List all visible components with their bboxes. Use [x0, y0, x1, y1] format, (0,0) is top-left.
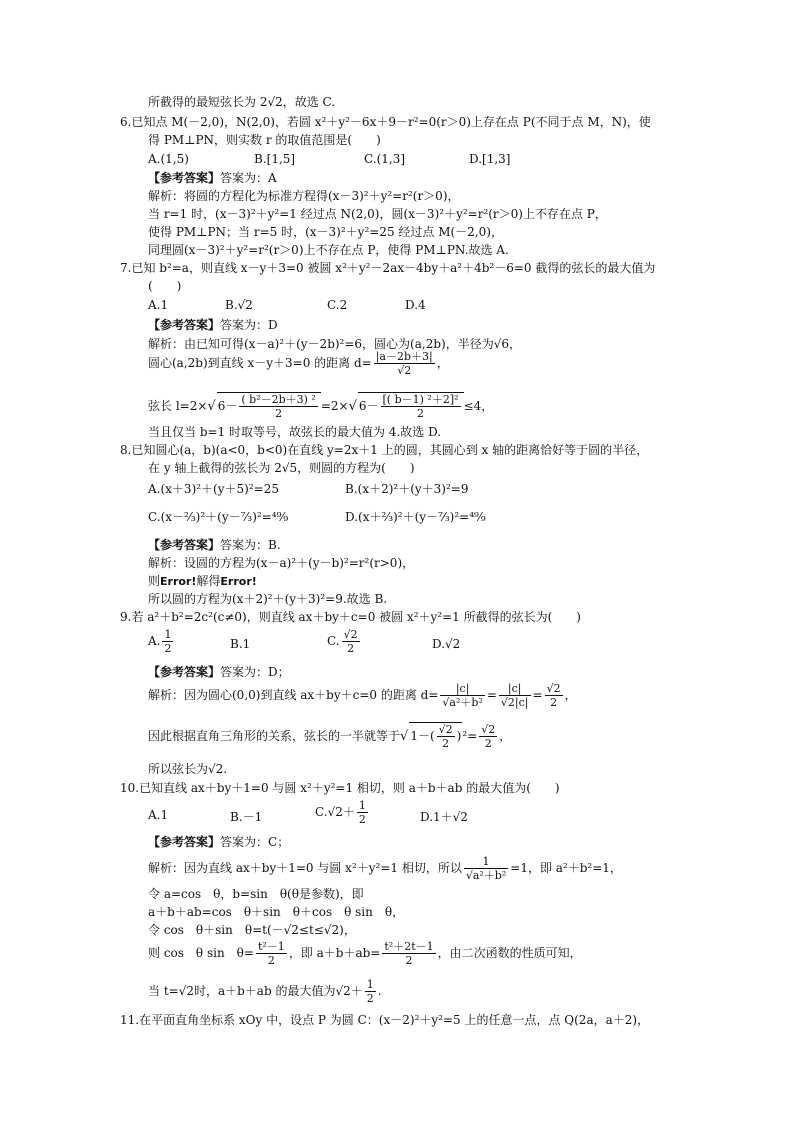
answer-text: 答案为：C； — [220, 835, 290, 849]
answer-tag: 【参考答案】 — [148, 665, 221, 679]
numerator: ( b²－2b＋3) ² — [241, 393, 316, 406]
radicand — [217, 392, 321, 420]
sqrt-sign: √ — [400, 729, 409, 744]
solution-line — [148, 574, 257, 589]
option-a: A.1 — [148, 808, 169, 822]
answer-line — [148, 318, 278, 332]
numerator: t²＋2t－1 — [384, 940, 434, 953]
denominator: √a²＋b² — [442, 696, 483, 709]
denominator: √a²＋b² — [465, 869, 507, 882]
text: 6－ — [358, 399, 379, 413]
text: 因此根据直角三角形的关系，弦长的一半就等于 — [148, 729, 401, 743]
numerator: t²－1 — [257, 940, 285, 953]
radicand: 1－( $\frac{√2}{2}$ ) — [410, 723, 462, 750]
denominator: 2 — [366, 992, 374, 1005]
text: 解析：因为直线 ax＋by＋1=0 与圆 x²＋y²=1 相切，所以 — [148, 861, 462, 875]
text: 圆心(a,2b)到直线 x－y＋3=0 的距离 d= — [148, 356, 372, 370]
solution-line: 使得 PM⊥PN；当 r=5 时，(x－3)²＋y²=25 经过点 M(－2,0)， — [148, 225, 503, 239]
numerator: 1 — [366, 978, 374, 991]
numerator: 1 — [164, 628, 172, 641]
text: 1－ — [410, 729, 430, 743]
option-b: B.(x＋2)²＋(y＋3)²=9 — [345, 482, 469, 496]
answer-line — [148, 538, 281, 552]
solution-line: 令 cos θ＋sin θ=t(－√2≤t≤√2)， — [148, 923, 356, 937]
answer-line — [148, 171, 277, 185]
question-6-stem: 6.已知点 M(－2,0)，N(2,0)，若圆 x²＋y²－6x＋9－r²=0(r＞0)上存在点 P(不同于点 M，N)，使 — [120, 115, 651, 129]
numerator: 1 — [464, 855, 508, 869]
fraction — [381, 393, 461, 420]
option-b: B.－1 — [230, 810, 263, 824]
answer-text: 答案为：A — [220, 171, 277, 185]
denominator: 2 — [442, 737, 450, 750]
numerator: |c| — [499, 682, 531, 696]
denominator: 2 — [275, 407, 283, 420]
text: =1，即 a²＋b²=1， — [510, 861, 622, 875]
option-a: A.(x＋3)²＋(y＋5)²=25 — [148, 482, 279, 496]
fraction — [374, 350, 435, 377]
question-9-stem: 9.若 a²＋b²=2c²(c≠0)，则直线 ax＋by＋c=0 被圆 x²＋y²=1 所截得的弦长为( ) — [120, 610, 581, 624]
fraction — [479, 723, 497, 750]
answer-tag: 【参考答案】 — [148, 171, 221, 185]
solution-line-chord — [148, 392, 493, 420]
text: C.√2＋ — [315, 805, 355, 819]
sqrt-sign: √ — [348, 399, 357, 414]
answer-line — [148, 665, 290, 679]
option-a — [148, 628, 175, 655]
option-d: D.1＋√2 — [420, 810, 468, 824]
text: . — [377, 984, 382, 998]
solution-line: 解析：将圆的方程化为标准方程得(x－3)²＋y²=r²(r＞0)， — [148, 189, 460, 203]
text: ，即 a＋b＋ab= — [288, 946, 381, 960]
option-d: D.[1,3] — [469, 152, 511, 166]
text: A. — [148, 634, 161, 648]
fraction — [382, 940, 435, 967]
answer-text: 答案为：D — [220, 318, 278, 332]
solution-line-product — [148, 940, 582, 967]
option-b: B.[1,5] — [254, 152, 296, 166]
text: C. — [327, 634, 340, 648]
denominator: 2 — [417, 407, 425, 420]
text: ²= — [462, 729, 478, 743]
radicand — [358, 392, 464, 420]
solution-line: 令 a=cos θ，b=sin θ(θ是参数)，即 — [148, 887, 364, 901]
denominator: 2 — [405, 954, 413, 967]
text: =2× — [320, 399, 349, 413]
text: 解得 — [196, 574, 221, 588]
answer-line — [148, 835, 289, 849]
option-c — [327, 628, 362, 655]
text: = — [486, 688, 497, 702]
denominator: 2 — [347, 642, 355, 655]
fraction — [162, 628, 173, 655]
option-d: D.√2 — [432, 637, 461, 651]
fraction — [437, 723, 455, 750]
numerator: [( b－1) ²＋2]² — [382, 393, 459, 406]
numerator: 1 — [358, 799, 366, 812]
option-d: D.4 — [405, 298, 426, 312]
answer-tag: 【参考答案】 — [148, 318, 221, 332]
numerator: |a－2b＋3| — [375, 350, 433, 363]
text: 弦长 l=2× — [148, 399, 208, 413]
denominator: 2 — [267, 954, 275, 967]
question-7-stem: 7.已知 b²=a，则直线 x－y＋3=0 被圆 x²＋y²－2ax－4by＋a²＋4b²－6=0 截得的弦长的最大值为 — [120, 261, 656, 275]
option-b: B.√2 — [225, 298, 253, 312]
fraction — [239, 393, 317, 420]
fraction — [365, 978, 376, 1005]
denominator: 2 — [550, 696, 558, 709]
text-line: 所截得的最短弦长为 2√2，故选 C. — [148, 95, 336, 109]
solution-line-tangent — [148, 855, 622, 882]
answer-text: 答案为：D； — [220, 665, 290, 679]
solution-line: 所以圆的方程为(x＋2)²＋(y＋3)²=9.故选 B. — [148, 592, 388, 606]
answer-tag: 【参考答案】 — [148, 538, 221, 552]
solution-line-max — [148, 978, 382, 1005]
solution-line: 当 r=1 时，(x－3)²＋y²=1 经过点 N(2,0)，圆(x－3)²＋y²=r²(r＞0)上不存在点 P， — [148, 207, 607, 221]
question-7-stem-cont: ( ) — [148, 279, 182, 293]
denominator: 2 — [358, 813, 366, 826]
solution-line-half-chord: 因此根据直角三角形的关系，弦长的一半就等于√ 1－( $\frac{√2}{2}$ )²= $\frac{√2}{2}$ ， — [148, 723, 512, 750]
solution-line: a＋b＋ab=cos θ＋sin θ＋cos θ sin θ， — [148, 905, 405, 919]
fraction — [342, 628, 360, 655]
solution-line: 解析：设圆的方程为(x－a)²＋(y－b)²=r²(r>0)， — [148, 556, 415, 570]
fraction — [499, 682, 531, 709]
option-a: A.(1,5) — [148, 152, 189, 166]
fraction — [545, 682, 563, 709]
text: ≤4， — [463, 399, 494, 413]
question-11-stem: 11.在平面直角坐标系 xOy 中，设点 P 为圆 C：(x－2)²＋y²=5 上的任意一点，点 Q(2a，a＋2)， — [120, 1013, 650, 1027]
error-text: Error! — [160, 575, 197, 588]
question-10-stem: 10.已知直线 ax＋by＋1=0 与圆 x²＋y²=1 相切，则 a＋b＋ab 的最大值为( ) — [120, 781, 560, 795]
question-6-stem-cont: 得 PM⊥PN，则实数 r 的取值范围是( ) — [148, 133, 381, 147]
denominator: √2 — [397, 364, 412, 377]
text: 6－ — [217, 399, 238, 413]
text: 则 — [148, 574, 161, 588]
option-c: C.(1,3] — [364, 152, 406, 166]
numerator: |c| — [440, 682, 484, 696]
question-8-stem-cont: 在 y 轴上截得的弦长为 2√5，则圆的方程为( ) — [148, 461, 415, 475]
option-c: C.2 — [327, 298, 348, 312]
error-text: Error! — [220, 575, 257, 588]
denominator: 2 — [484, 737, 492, 750]
denominator: 2 — [164, 642, 172, 655]
option-c — [315, 799, 370, 826]
option-a: A.1 — [148, 298, 169, 312]
question-8-stem: 8.已知圆心(a，b)(a<0，b<0)在直线 y=2x＋1 上的圆，其圆心到 x 轴的距离恰好等于圆的半径， — [120, 443, 649, 457]
answer-tag: 【参考答案】 — [148, 835, 221, 849]
sqrt-sign: √ — [207, 399, 216, 414]
option-d: D.(x＋⅔)²＋(y－⁷⁄₃)²=⁴⁹⁄₉ — [345, 510, 486, 524]
option-b: B.1 — [230, 637, 251, 651]
text: ，由二次函数的性质可知， — [437, 946, 582, 960]
solution-line: 同理圆(x－3)²＋y²=r²(r＞0)上不存在点 P，使得 PM⊥PN.故选 A. — [148, 243, 509, 257]
solution-line-distance: 圆心(a,2b)到直线 x－y＋3=0 的距离 d= $\frac{|a-2b+3|}{√2}$ ， — [148, 350, 449, 377]
answer-text: 答案为：B. — [220, 538, 281, 552]
fraction — [357, 799, 368, 826]
solution-line: 当且仅当 b=1 时取等号，故弦长的最大值为 4.故选 D. — [148, 425, 442, 439]
text: 解析：因为圆心(0,0)到直线 ax＋by＋c=0 的距离 d= — [148, 688, 439, 702]
solution-line-distance: 解析：因为圆心(0,0)到直线 ax＋by＋c=0 的距离 d= $\frac{|c|}{\text{√a²＋b²}}$ = $\frac{|c|}{√2|c|}$ = $\frac{√2}{2}$ ， — [148, 682, 577, 709]
fraction — [256, 940, 287, 967]
numerator: √2 — [343, 628, 358, 641]
fraction — [464, 855, 508, 882]
numerator: √2 — [481, 723, 496, 736]
fraction — [440, 682, 484, 709]
text: 则 cos θ sin θ= — [148, 946, 254, 960]
option-c: C.(x－⅔)²＋(y－⁷⁄₃)²=⁴⁹⁄₉ — [148, 510, 289, 524]
numerator: √2 — [546, 682, 561, 695]
solution-line: 所以弦长为√2. — [148, 762, 228, 776]
denominator: √2|c| — [500, 696, 529, 709]
numerator: √2 — [438, 723, 453, 736]
text: 当 t=√2时，a＋b＋ab 的最大值为√2＋ — [148, 984, 363, 998]
solution-line: 解析：由已知可得(x－a)²＋(y－2b)²=6，圆心为(a,2b)，半径为√6， — [148, 337, 521, 351]
